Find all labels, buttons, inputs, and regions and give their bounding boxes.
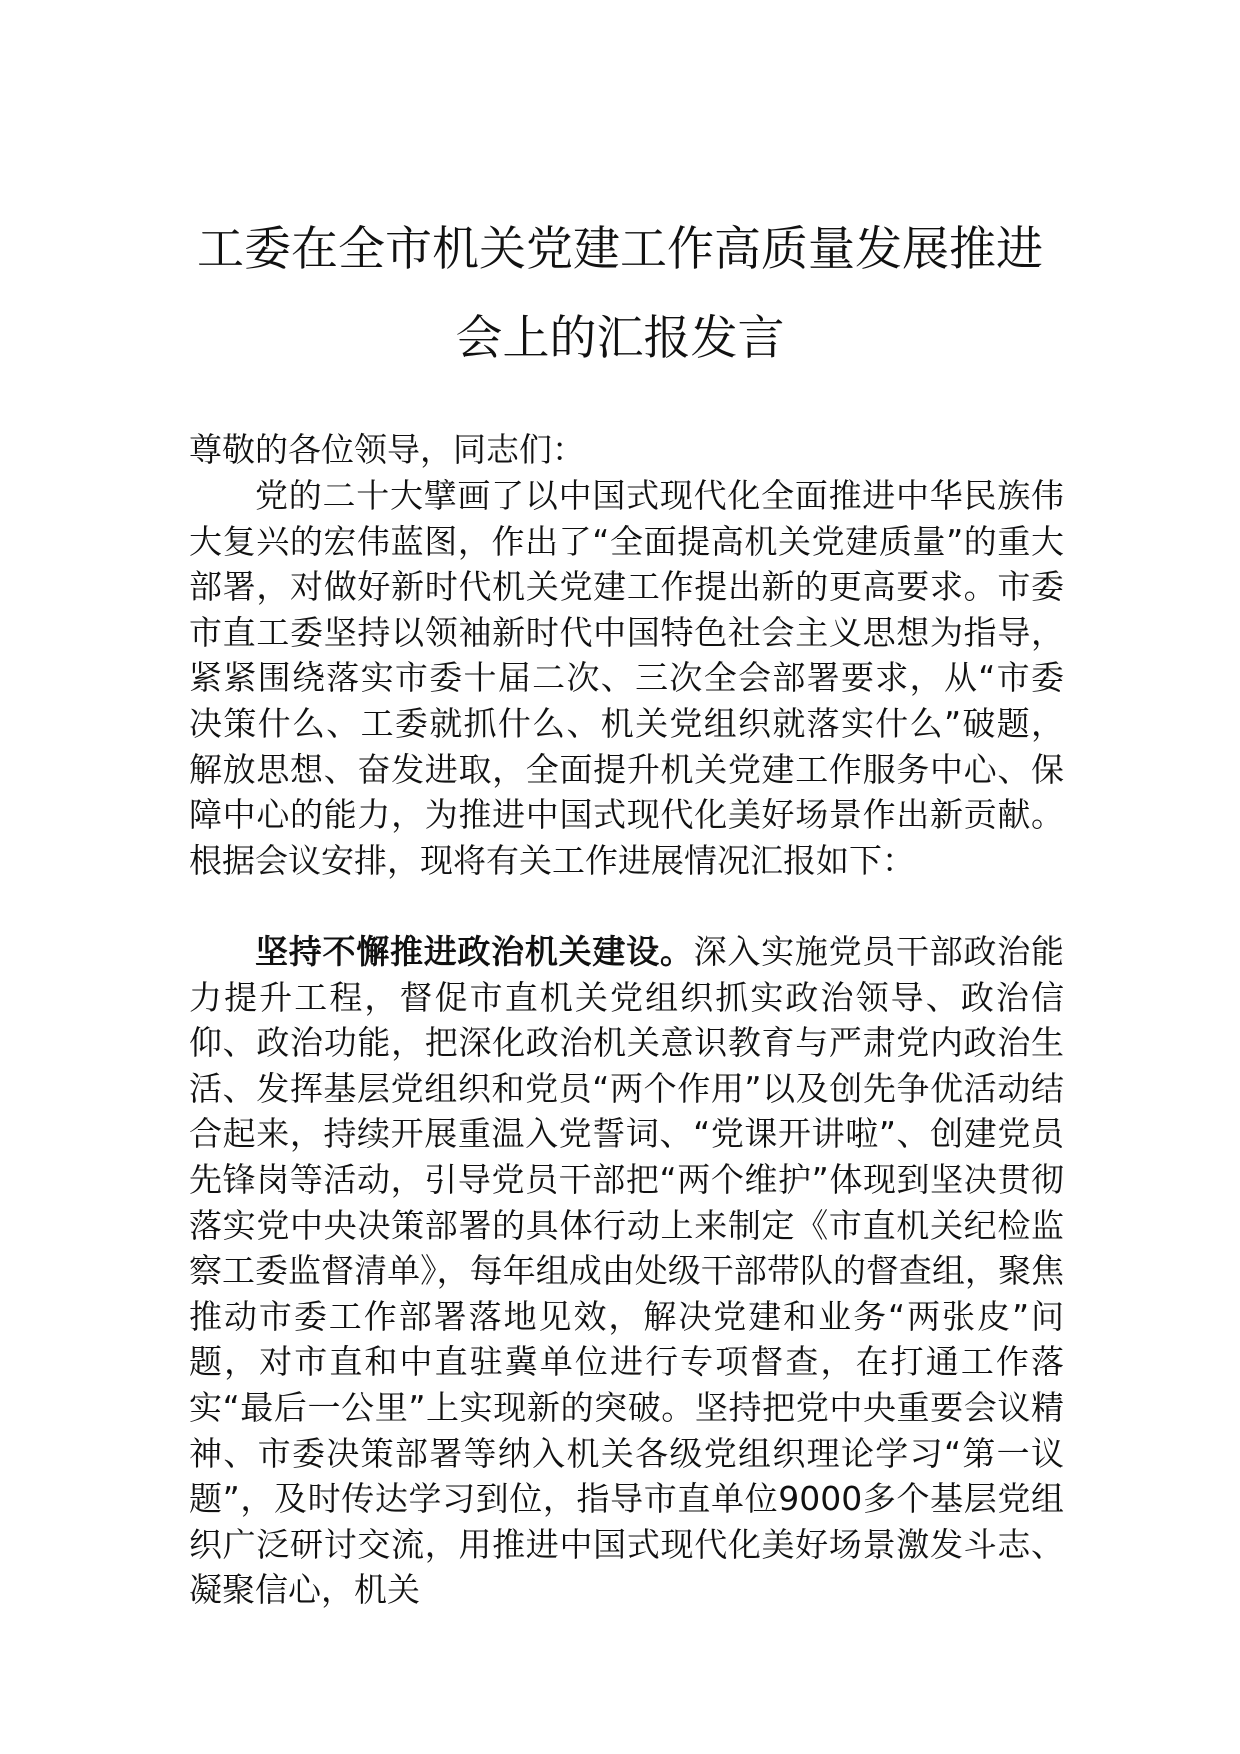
paragraph-1: 党的二十大擘画了以中国式现代化全面推进中华民族伟大复兴的宏伟蓝图，作出了“全面提高机关党建质量”的重大部署，对做好新时代机关党建工作提出新的更高要求。市委市直工委坚持以领袖新时代中国特色社会主义思想为指导，紧紧围绕落实市委十届二次、三次全会部署要求，从“市委决策什么、工委就抓什么、机关党组织就落实什么”破题，解放思想、奋发进取，全面提升机关党建工作服务中心、保障中心的能力，为推进中国式现代化美好场景作出新贡献。根据会议安排，现将有关工作进展情况汇报如下： [189, 476, 1064, 880]
paragraph-2-lead: 坚持不懈推进政治机关建设。 [255, 932, 694, 971]
document-title-line-1: 工委在全市机关党建工作高质量发展推进 [197, 222, 1043, 277]
paragraph-2 [189, 929, 1064, 1613]
document-title-line-2: 会上的汇报发言 [455, 311, 785, 366]
paragraph-2-body: 深入实施党员干部政治能力提升工程，督促市直机关党组织抓实政治领导、政治信仰、政治功能，把深化政治机关意识教育与严肃党内政治生活、发挥基层党组织和党员“两个作用”以及创先争优活动结合起来，持续开展重温入党誓词、“党课开讲啦”、创建党员先锋岗等活动，引导党员干部把“两个维护”体现到坚决贯彻落实党中央决策部署的具体行动上来制定《市直机关纪检监察工委监督清单》，每年组成由处级干部带队的督查组，聚焦推动市委工作部署落地见效，解决党建和业务“两张皮”问题，对市直和中直驻冀单位进行专项督查，在打通工作落实“最后一公里”上实现新的突破。坚持把党中央重要会议精神、市委决策部署等纳入机关各级党组织理论学习“第一议题”，及时传达学习到位，指导市直单位9000多个基层党组织广泛研讨交流，用推进中国式现代化美好场景激发斗志、凝聚信心，机关 [189, 932, 1065, 1610]
salutation: 尊敬的各位领导，同志们： [189, 430, 585, 469]
